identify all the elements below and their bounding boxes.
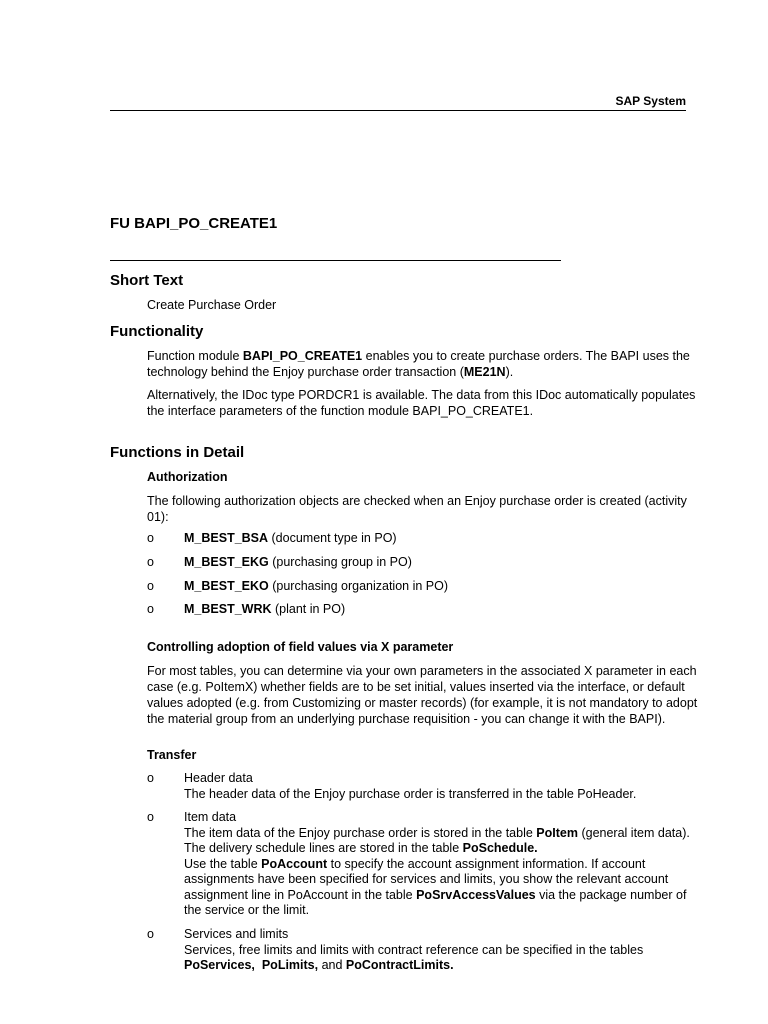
bullet: o [147,579,154,593]
functions-in-detail-heading: Functions in Detail [110,444,245,461]
title-divider [110,260,561,261]
page-title: FU BAPI_PO_CREATE1 [110,215,278,232]
functionality-heading: Functionality [110,323,204,340]
short-text-body: Create Purchase Order [147,298,277,312]
header-divider [110,110,686,111]
controlling-body: For most tables, you can determine via your own parameters in the associated X parameter in each case (e.g. PoItemX) whether fields are to be set initial, values inserted via the interface, or default values adopted (e.g. from Customizing or master records) (for example, it is not mandatory to adopt the material group from an underlying purchase requisition - you can change it with the BAPI). [147,664,698,726]
header-system: SAP System [615,94,686,108]
bullet: o [147,927,154,941]
bullet: o [147,555,154,569]
controlling-heading: Controlling adoption of field values via X parameter [147,640,454,654]
functionality-paragraph-2: Alternatively, the IDoc type PORDCR1 is available. The data from this IDoc automatically populates the interface parameters of the function module BAPI_PO_CREATE1. [147,388,696,418]
functionality-paragraph-1: Function module BAPI_PO_CREATE1 enables you to create purchase orders. The BAPI uses the technology behind the Enjoy purchase order transaction (ME21N). [147,349,690,379]
bullet: o [147,771,154,785]
short-text-heading: Short Text [110,272,184,289]
authorization-intro: The following authorization objects are checked when an Enjoy purchase order is created (activity 01): [147,494,687,524]
bullet: o [147,810,154,824]
bullet: o [147,531,154,545]
authorization-heading: Authorization [147,470,228,484]
transfer-heading: Transfer [147,748,197,762]
bullet: o [147,602,154,616]
